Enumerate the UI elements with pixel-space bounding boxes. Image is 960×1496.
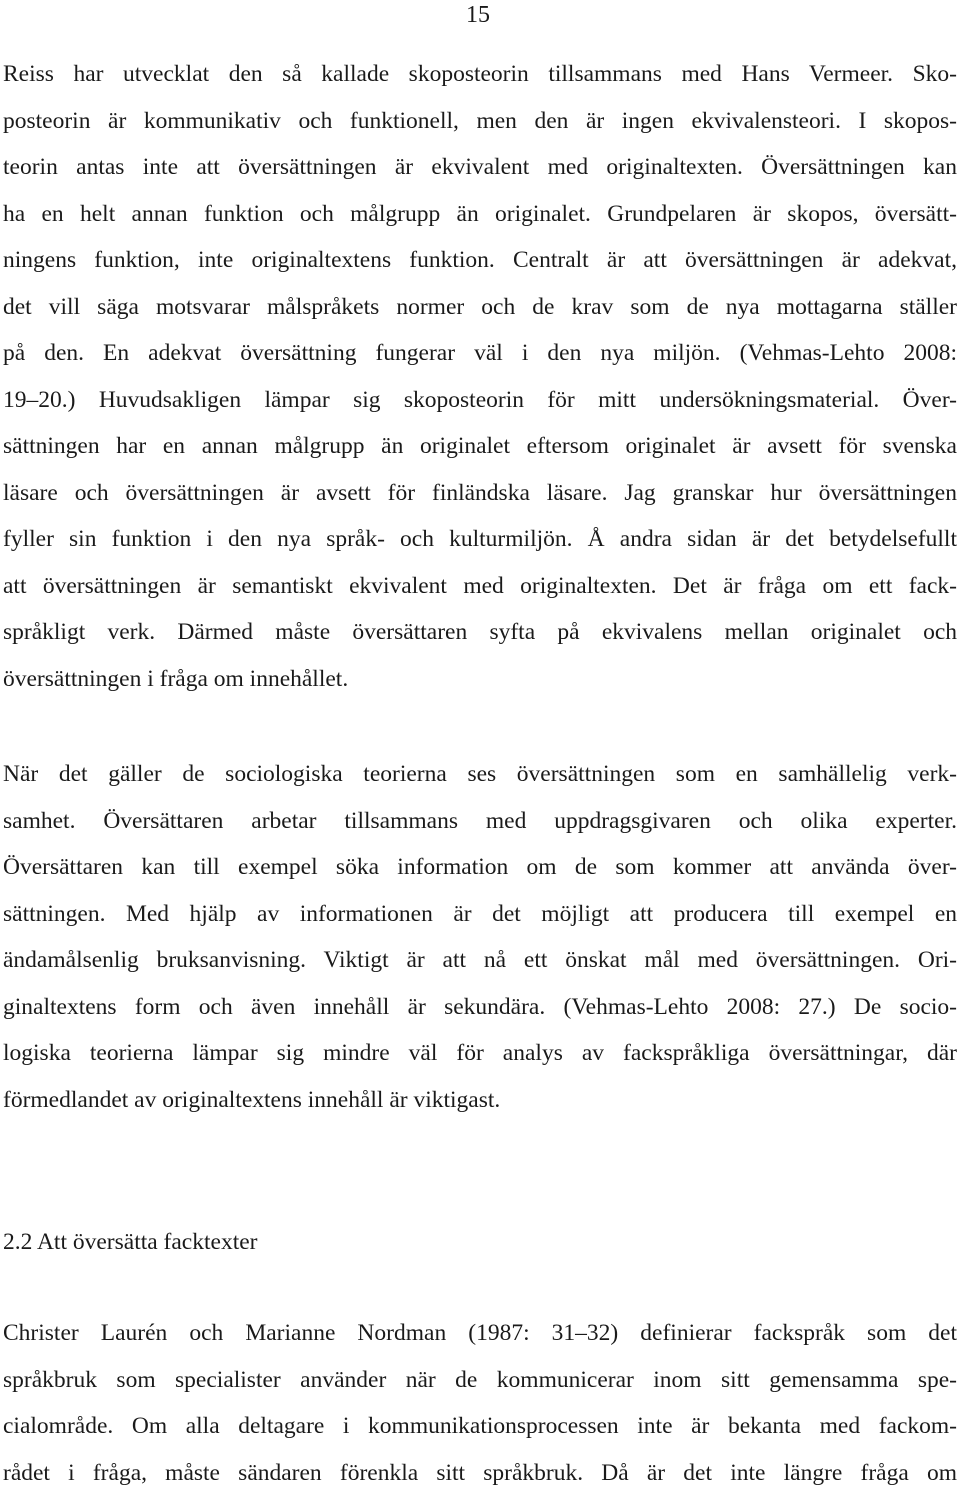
text-line: läsare och översättningen är avsett för finländska läsare. Jag granskar hur översättningen bbox=[3, 470, 957, 517]
text-line: det vill säga motsvarar målspråkets normer och de krav som de nya mottagarna ställer bbox=[3, 284, 957, 331]
text-line: cialområde. Om alla deltagare i kommunikationsprocessen inte är bekanta med fackom- bbox=[3, 1403, 957, 1450]
text-line: ändamålsenlig bruksanvisning. Viktigt är att nå ett önskat mål med översättningen. Ori- bbox=[3, 937, 957, 984]
text-line: att översättningen är semantiskt ekvivalent med originaltexten. Det är fråga om ett fack- bbox=[3, 563, 957, 610]
text-line: språkbruk som specialister använder när de kommunicerar inom sitt gemensamma spe- bbox=[3, 1357, 957, 1404]
section-heading: 2.2 Att översätta facktexter bbox=[3, 1219, 957, 1266]
paragraph-facktexter bbox=[3, 1310, 957, 1496]
text-line: samhet. Översättaren arbetar tillsammans med uppdragsgivaren och olika experter. bbox=[3, 798, 957, 845]
text-line: 19–20.) Huvudsakligen lämpar sig skoposteorin för mitt undersökningsmaterial. Över- bbox=[3, 377, 957, 424]
text-line: fyller sin funktion i den nya språk- och kulturmiljön. Å andra sidan är det betydelsefullt bbox=[3, 516, 957, 563]
paragraph-sociologiska-teorier bbox=[3, 751, 957, 1123]
text-line: logiska teorierna lämpar sig mindre väl för analys av fackspråkliga översättningar, där bbox=[3, 1030, 957, 1077]
text-line: ningens funktion, inte originaltextens funktion. Centralt är att översättningen är adekvat, bbox=[3, 237, 957, 284]
text-line: Reiss har utvecklat den så kallade skoposteorin tillsammans med Hans Vermeer. Sko- bbox=[3, 51, 957, 98]
paragraph-skoposteori bbox=[3, 51, 957, 702]
text-line: på den. En adekvat översättning fungerar väl i den nya miljön. (Vehmas-Lehto 2008: bbox=[3, 330, 957, 377]
text-line: rådet i fråga, måste sändaren förenkla sitt språkbruk. Då är det inte längre fråga om bbox=[3, 1450, 957, 1496]
text-line: teorin antas inte att översättningen är ekvivalent med originaltexten. Översättningen kan bbox=[3, 144, 957, 191]
text-line: sättningen har en annan målgrupp än originalet eftersom originalet är avsett för svenska bbox=[3, 423, 957, 470]
text-line: sättningen. Med hjälp av informationen är det möjligt att producera till exempel en bbox=[3, 891, 957, 938]
text-line: ginaltextens form och även innehåll är sekundära. (Vehmas-Lehto 2008: 27.) De socio- bbox=[3, 984, 957, 1031]
text-line: posteorin är kommunikativ och funktionell, men den är ingen ekvivalensteori. I skopos- bbox=[3, 98, 957, 145]
page-number: 15 bbox=[466, 0, 490, 30]
text-line: språkligt verk. Därmed måste översättaren syfta på ekvivalens mellan originalet och bbox=[3, 609, 957, 656]
text-line: Christer Laurén och Marianne Nordman (1987: 31–32) definierar fackspråk som det bbox=[3, 1310, 957, 1357]
text-line: ha en helt annan funktion och målgrupp än originalet. Grundpelaren är skopos, översätt- bbox=[3, 191, 957, 238]
text-line: översättningen i fråga om innehållet. bbox=[3, 656, 957, 703]
text-line: Översättaren kan till exempel söka information om de som kommer att använda över- bbox=[3, 844, 957, 891]
text-line: förmedlandet av originaltextens innehåll är viktigast. bbox=[3, 1077, 957, 1124]
text-line: När det gäller de sociologiska teorierna ses översättningen som en samhällelig verk- bbox=[3, 751, 957, 798]
